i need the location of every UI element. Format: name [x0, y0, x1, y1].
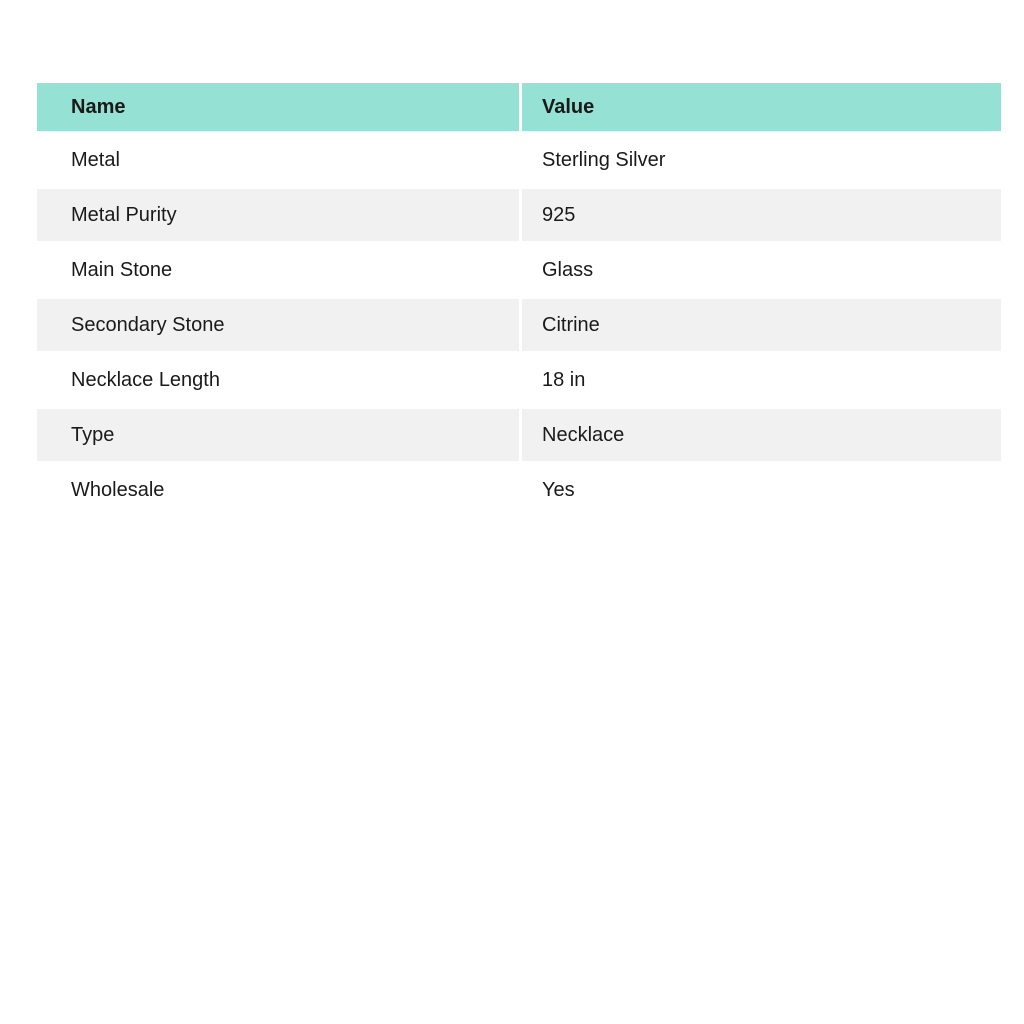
cell-value: Yes [522, 464, 1001, 519]
cell-value: 18 in [522, 354, 1001, 409]
table-header [37, 83, 1001, 134]
header-cell-value: Value [522, 83, 1001, 134]
table-row [37, 134, 1001, 189]
cell-value: Sterling Silver [522, 134, 1001, 189]
cell-name: Metal [37, 134, 522, 189]
product-details-table [37, 83, 1001, 519]
table-body [37, 134, 1001, 519]
cell-name: Secondary Stone [37, 299, 522, 354]
cell-name: Main Stone [37, 244, 522, 299]
cell-value: 925 [522, 189, 1001, 244]
cell-value: Necklace [522, 409, 1001, 464]
product-details-table-wrap [37, 83, 1001, 519]
cell-value: Citrine [522, 299, 1001, 354]
cell-value: Glass [522, 244, 1001, 299]
table-row [37, 464, 1001, 519]
table-row [37, 244, 1001, 299]
table-row [37, 299, 1001, 354]
table-row [37, 409, 1001, 464]
header-cell-name: Name [37, 83, 522, 134]
cell-name: Type [37, 409, 522, 464]
table-row [37, 189, 1001, 244]
header-row [37, 83, 1001, 134]
cell-name: Metal Purity [37, 189, 522, 244]
cell-name: Necklace Length [37, 354, 522, 409]
cell-name: Wholesale [37, 464, 522, 519]
table-row [37, 354, 1001, 409]
